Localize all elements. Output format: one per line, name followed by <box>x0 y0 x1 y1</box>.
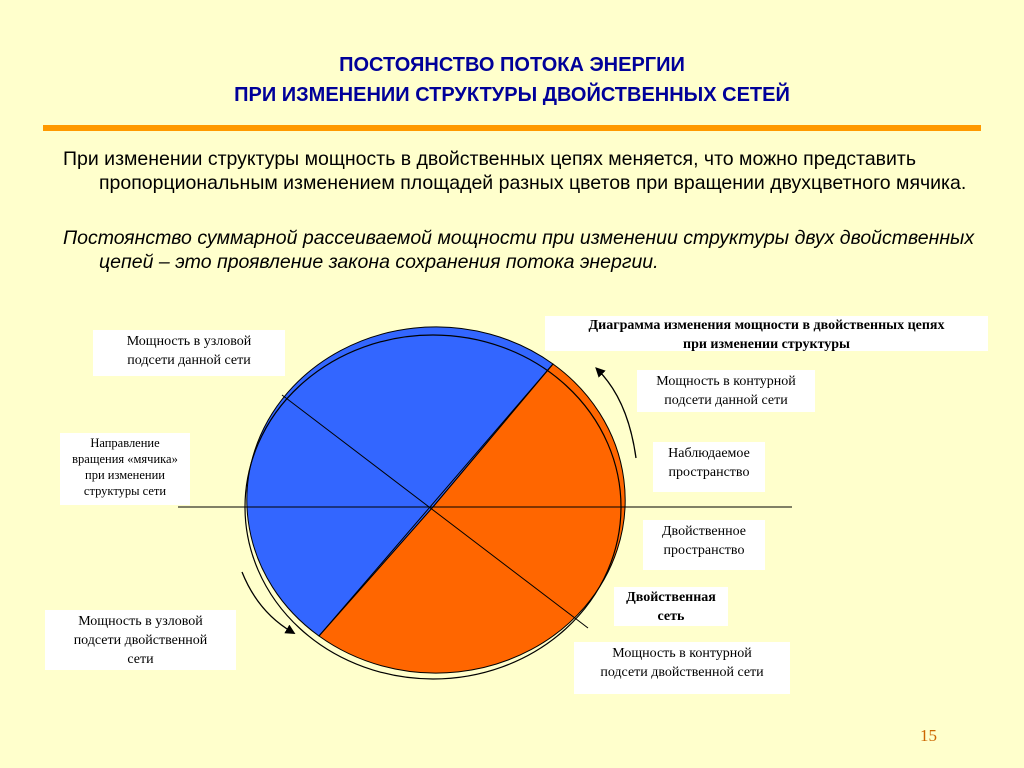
label-observed-space-line-2: пространство <box>668 465 750 480</box>
label-rotation-line-4: структуры сети <box>83 484 167 498</box>
label-dual-net-line-2: сеть <box>657 609 685 624</box>
label-nodal-dual-net-line-1: Мощность в узловой <box>78 614 203 629</box>
diagram-caption <box>545 316 988 351</box>
label-nodal-this-net-line-2: подсети данной сети <box>127 353 251 368</box>
label-nodal-dual-net-line-2: подсети двойственной <box>73 633 208 648</box>
label-nodal-this-net <box>93 330 285 376</box>
label-observed-space <box>653 442 765 492</box>
body-paragraph-2: Постоянство суммарной рассеиваемой мощности при изменении структуры двух двойственных цепей – это проявление закона сохранения потока энергии. <box>63 227 975 273</box>
label-nodal-this-net-line-1: Мощность в узловой <box>126 334 252 349</box>
label-nodal-dual-net-line-3: сети <box>127 652 154 667</box>
label-contour-this-net-line-1: Мощность в контурной <box>656 374 796 389</box>
title-line-1: ПОСТОЯНСТВО ПОТОКА ЭНЕРГИИ <box>339 54 685 76</box>
diagram-caption-line-1: Диаграмма изменения мощности в двойственных цепях <box>588 318 945 333</box>
label-rotation-direction <box>60 433 190 505</box>
page-number: 15 <box>920 726 937 745</box>
label-dual-space-line-2: пространство <box>663 543 745 558</box>
label-dual-space <box>643 520 765 570</box>
label-rotation-line-1: Направление <box>90 436 160 450</box>
label-contour-this-net <box>637 370 815 412</box>
label-rotation-line-3: при изменении <box>85 468 165 482</box>
title-line-2: ПРИ ИЗМЕНЕНИИ СТРУКТУРЫ ДВОЙСТВЕННЫХ СЕТЕЙ <box>234 84 790 106</box>
label-contour-this-net-line-2: подсети данной сети <box>664 393 788 408</box>
label-dual-net <box>614 587 728 626</box>
label-dual-space-line-1: Двойственное <box>662 524 746 539</box>
diagram-caption-line-2: при изменении структуры <box>683 337 850 352</box>
label-contour-dual-net-line-1: Мощность в контурной <box>612 646 752 661</box>
label-dual-net-line-1: Двойственная <box>626 590 716 605</box>
label-nodal-dual-net <box>45 610 236 670</box>
body-paragraph-1: При изменении структуры мощность в двойственных цепях меняется, что можно представить пропорциональным изменением площадей разных цветов при вращении двухцветного мячика. <box>63 148 967 194</box>
label-observed-space-line-1: Наблюдаемое <box>668 446 750 461</box>
label-rotation-line-2: вращения «мячика» <box>72 452 178 466</box>
label-contour-dual-net <box>574 642 790 694</box>
label-contour-dual-net-line-2: подсети двойственной сети <box>600 665 764 680</box>
